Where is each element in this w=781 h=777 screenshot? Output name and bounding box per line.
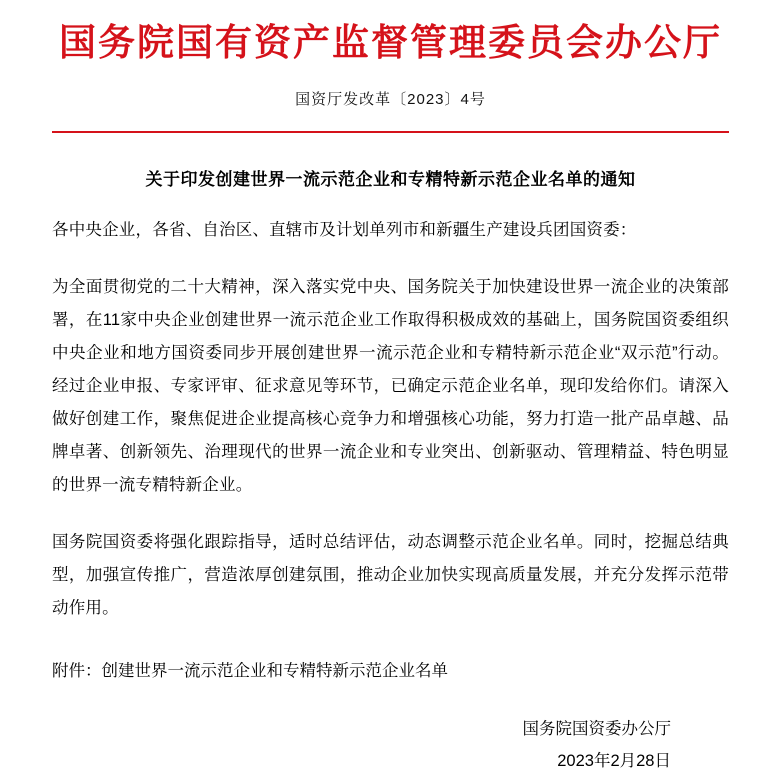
signature-date: 2023年2月28日 [557,751,671,770]
document-title: 关于印发创建世界一流示范企业和专精特新示范企业名单的通知 [145,170,636,190]
body-paragraph-1: 为全面贯彻党的二十大精神，深入落实党中央、国务院关于加快建设世界一流企业的决策部署，在11家中央企业创建世界一流示范企业工作取得积极成效的基础上，国务院国资委组织中央企业和地方国资委同步开展创建世界一流示范企业和专精特新示范企业“双示范”行动。经过企业申报、专家评审、征求意见等环节，已确定示范企业名单，现印发给你们。请深入做好创建工作，聚焦促进企业提高核心竞争力和增强核心功能，努力打造一批产品卓越、品牌卓著、创新领先、治理现代的世界一流企业和专业突出、创新驱动、管理精益、特色明显的世界一流专精特新企业。 [52,278,729,495]
attachment-line: 附件：创建世界一流示范企业和专精特新示范企业名单 [52,662,448,681]
document-masthead: 国务院国有资产监督管理委员会办公厅 [59,23,722,64]
document-number: 国资厅发改革〔2023〕4号 [295,91,486,109]
salutation: 各中央企业，各省、自治区、直辖市及计划单列市和新疆生产建设兵团国资委： [52,221,637,240]
signature-organization: 国务院国资委办公厅 [522,720,671,739]
signature-block [52,714,729,777]
red-divider-rule [52,131,729,133]
body-paragraph-2: 国务院国资委将强化跟踪指导，适时总结评估，动态调整示范企业名单。同时，挖掘总结典型，加强宣传推广，营造浓厚创建氛围，推动企业加快实现高质量发展，并充分发挥示范带动作用。 [52,533,729,618]
